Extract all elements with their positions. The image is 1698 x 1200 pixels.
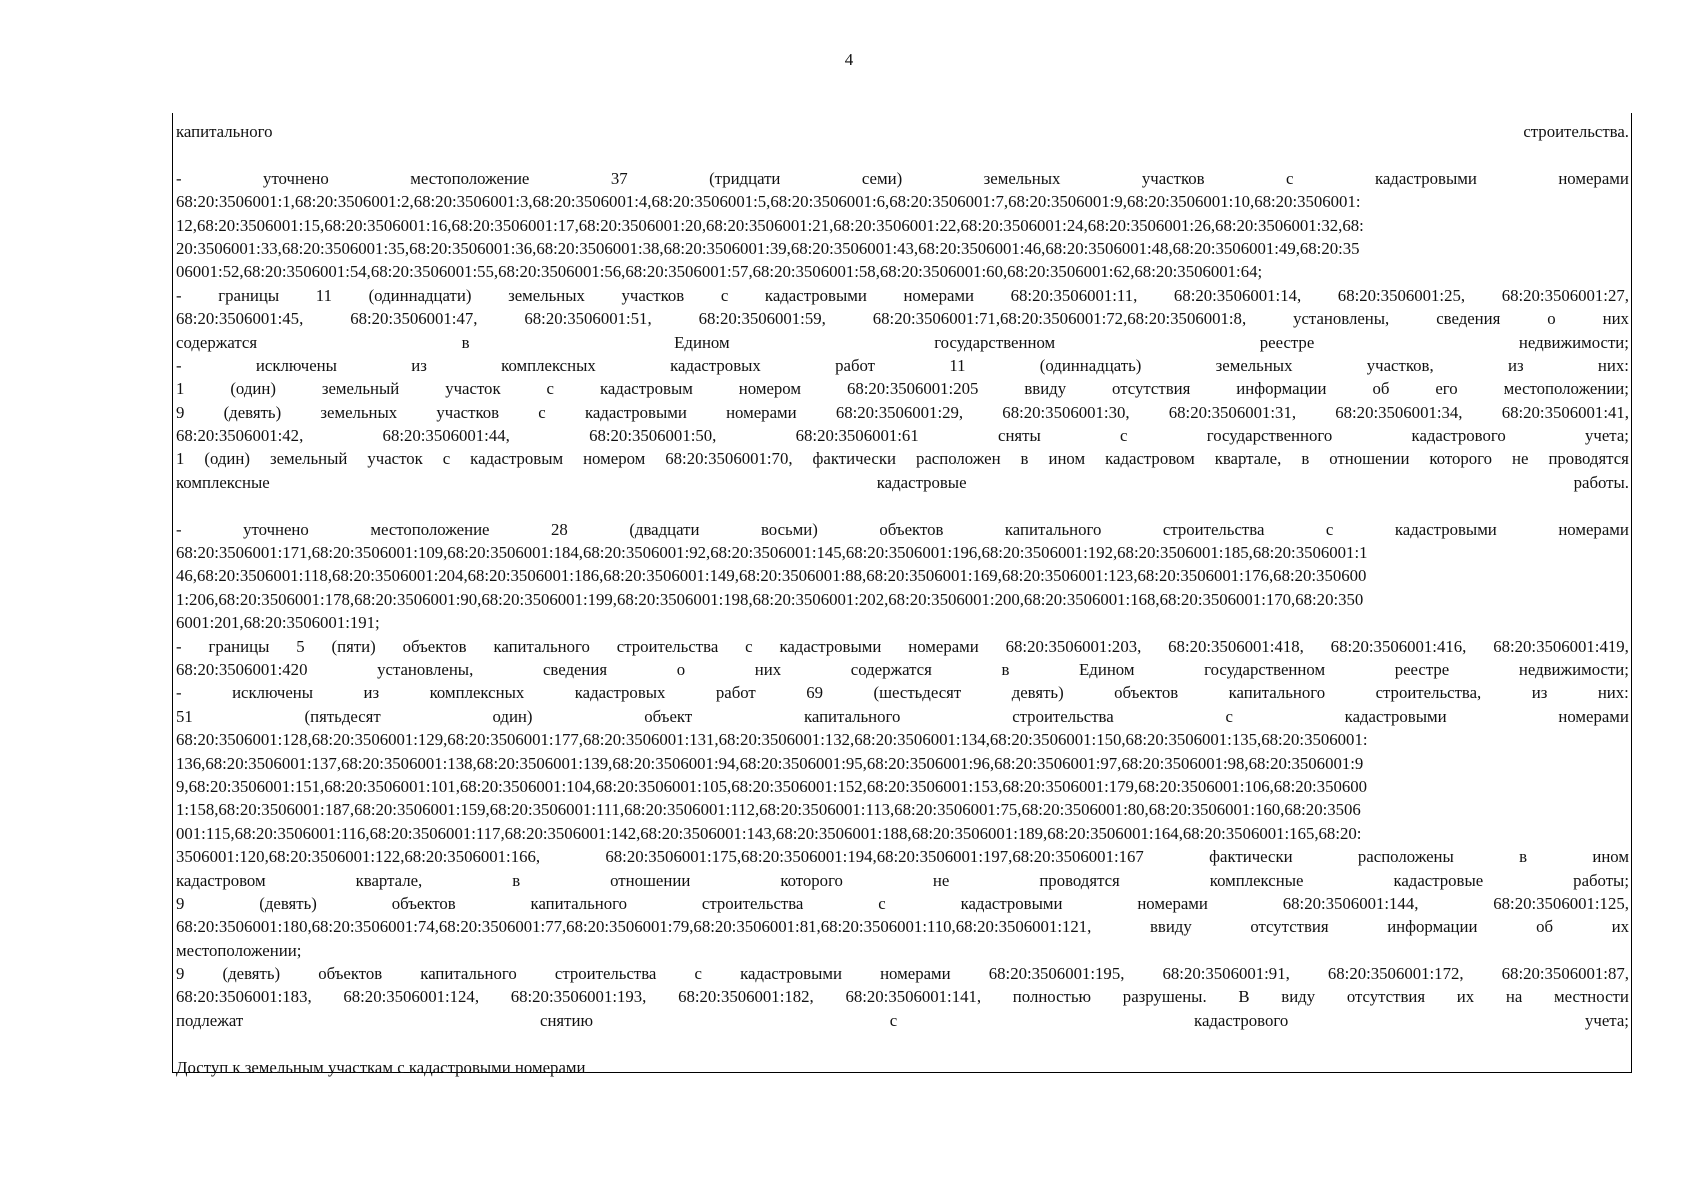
word: номерами [1558, 706, 1629, 726]
word: ввиду [1149, 917, 1192, 937]
text-line: 68:20:3506001:1,68:20:3506001:2,68:20:3506001:3,68:20:3506001:4,68:20:3506001:5,68:20:3506001:6,68:20:3506001:7,68:20:3506001:9,68:20:3506001:10,68:20:3506001: [176, 192, 1361, 212]
word: 68:20:3506001:27, [1501, 285, 1629, 305]
word: 37 [610, 168, 628, 188]
word: их [1611, 917, 1629, 937]
word: капитального [1228, 683, 1326, 703]
word: комплексные [1209, 870, 1304, 890]
word: 68:20:3506001:70, [665, 449, 793, 469]
word: о [1547, 309, 1556, 329]
word: 68:20:3506001:34, [1335, 402, 1463, 422]
word: кадастрового [1194, 1010, 1289, 1030]
word: (одиннадцать) [1039, 355, 1142, 375]
word: 51 [176, 706, 193, 726]
word: номером [583, 449, 646, 469]
word: с [1120, 426, 1128, 446]
text-line: местоположении; [176, 940, 302, 960]
word: земельных [320, 402, 398, 422]
text-line: 12,68:20:3506001:15,68:20:3506001:16,68:20:3506001:17,68:20:3506001:20,68:20:3506001:21,68:20:3506001:22,68:20:3506001:24,68:20:3506001:26,68:20:3506001:32,68: [176, 215, 1364, 235]
text-line: 68:20:3506001:128,68:20:3506001:129,68:20:3506001:177,68:20:3506001:131,68:20:3506001:132,68:20:3506001:134,68:20:3506001:150,68:20:3506001:135,68:20:3506001: [176, 730, 1368, 750]
word: 68:20:3506001:29, [835, 402, 964, 422]
word: девять) [1011, 683, 1064, 703]
text-line [176, 845, 1629, 868]
word: государственном [1204, 659, 1326, 679]
word: государственного [1206, 426, 1333, 446]
word: номерами [1558, 168, 1629, 188]
word: 68:20:3506001:50, [589, 426, 717, 446]
text-line: 001:115,68:20:3506001:116,68:20:3506001:117,68:20:3506001:142,68:20:3506001:143,68:20:3506001:188,68:20:3506001:189,68:20:3506001:164,68:20:3506001:165,68:20: [176, 823, 1362, 843]
word: с [694, 964, 702, 984]
word: из [411, 355, 427, 375]
word: информации [1387, 917, 1478, 937]
word: кадастровом [1105, 449, 1195, 469]
word: 68:20:3506001:416, [1330, 636, 1467, 656]
word: номерами [1137, 893, 1208, 913]
word: кадастровым [470, 449, 564, 469]
word: из [1531, 683, 1548, 703]
word: участков, [1366, 355, 1434, 375]
word: отсутствия [1346, 987, 1426, 1007]
word: уточнено [263, 168, 329, 188]
word: проводятся [1039, 870, 1120, 890]
text-line [176, 681, 1629, 704]
text-line: 136,68:20:3506001:137,68:20:3506001:138,68:20:3506001:139,68:20:3506001:94,68:20:3506001:95,68:20:3506001:96,68:20:3506001:97,68:20:3506001:98,68:20:3506001:9 [176, 753, 1364, 773]
word: ввиду [1024, 379, 1067, 399]
word: 68:20:3506001:47, [350, 309, 478, 329]
word: кадастровыми [779, 636, 882, 656]
paragraph-gap [176, 494, 1629, 517]
text-line [176, 424, 1629, 447]
word: исключены [232, 683, 314, 703]
word: сведения [542, 659, 608, 679]
word: номерами [903, 285, 975, 305]
word: (шестьдесят [873, 683, 962, 703]
word: в [461, 332, 470, 352]
word: строительства [1162, 519, 1265, 539]
word: строительства [554, 964, 657, 984]
word: один) [492, 706, 533, 726]
text-line [176, 985, 1629, 1008]
word: (девять) [223, 402, 282, 422]
word: объектов [1114, 683, 1179, 703]
word: кадастровые [1393, 870, 1484, 890]
word: их [1456, 987, 1475, 1007]
word: 68:20:3506001:193, [510, 987, 647, 1007]
word: объектов [318, 964, 383, 984]
text-line: 46,68:20:3506001:118,68:20:3506001:204,68:20:3506001:186,68:20:3506001:149,68:20:3506001:88,68:20:3506001:169,68:20:3506001:123,68:20:3506001:176,68:20:350600 [176, 566, 1367, 586]
word: 68:20:3506001:418, [1168, 636, 1304, 656]
word: 11 [949, 355, 966, 375]
word: с [878, 893, 886, 913]
word: из [363, 683, 380, 703]
word: из [1507, 355, 1524, 375]
word: номерами [726, 402, 797, 422]
word: содержатся [850, 659, 932, 679]
word: (девять) [259, 893, 317, 913]
text-line [176, 377, 1629, 400]
word: участок [367, 449, 423, 469]
word: 68:20:3506001:44, [382, 426, 510, 446]
word: работы. [1573, 472, 1629, 492]
word: виду [1281, 987, 1316, 1007]
word: кадастрового [1411, 426, 1506, 446]
word: 69 [806, 683, 824, 703]
word: - [176, 636, 182, 656]
word: с [889, 1010, 898, 1030]
word: (двадцати [629, 519, 700, 539]
word: 68:20:3506001:175,68:20:3506001:194,68:20:3506001:197,68:20:3506001:167 [605, 847, 1144, 867]
word: отсутствия [1112, 379, 1191, 399]
word: установлены, [377, 659, 474, 679]
word: 68:20:3506001:195, [988, 964, 1125, 984]
word: работы; [1573, 870, 1629, 890]
text-line [176, 284, 1629, 307]
word: участок [445, 379, 501, 399]
word: 68:20:3506001:205 [846, 379, 979, 399]
word: отсутствия [1250, 917, 1329, 937]
word: - [176, 519, 182, 539]
word: 68:20:3506001:11, [1010, 285, 1138, 305]
word: учета; [1585, 1010, 1629, 1030]
text-line [176, 635, 1629, 658]
word: фактически [1209, 847, 1293, 867]
word: не [932, 870, 950, 890]
word: с [1325, 519, 1334, 539]
word: проводятся [1548, 449, 1629, 469]
word: (девять) [222, 964, 281, 984]
word: комплексных [501, 355, 596, 375]
word: восьми) [760, 519, 818, 539]
word: капитального [420, 964, 517, 984]
word: участков [436, 402, 500, 422]
word: кадастровыми [740, 964, 842, 984]
word: 68:20:3506001:419, [1493, 636, 1629, 656]
word: - [176, 355, 182, 375]
word: реестре [1394, 659, 1450, 679]
text-line [176, 447, 1629, 470]
word: недвижимости; [1518, 332, 1629, 352]
word: 68:20:3506001:30, [1002, 402, 1130, 422]
word: кадастровых [670, 355, 761, 375]
word: 68:20:3506001:141, [845, 987, 982, 1007]
word: о [676, 659, 686, 679]
word: отношении [1329, 449, 1410, 469]
word: 68:20:3506001:172, [1327, 964, 1464, 984]
word: местоположении; [1503, 379, 1629, 399]
word: (один) [204, 449, 250, 469]
word: объектов [402, 636, 467, 656]
word: недвижимости; [1518, 659, 1629, 679]
word: разрушены. [1122, 987, 1207, 1007]
word: капитального [176, 122, 273, 141]
word: 9 [176, 964, 185, 984]
word: с [745, 636, 753, 656]
word: 3506001:120,68:20:3506001:122,68:20:3506001:166, [176, 847, 541, 867]
word: об [1536, 917, 1553, 937]
page-number: 4 [844, 50, 854, 69]
word: расположен [915, 449, 1001, 469]
word: В [1238, 987, 1250, 1007]
word: кадастровыми [764, 285, 867, 305]
word: номером [738, 379, 801, 399]
text-line [176, 401, 1629, 424]
word: кадастровыми [960, 893, 1063, 913]
word: комплексные [176, 472, 270, 492]
word: местности [1554, 987, 1629, 1007]
word: земельный [269, 449, 348, 469]
word: 68:20:3506001:182, [678, 987, 814, 1007]
text-line [176, 471, 1629, 494]
word: объект [644, 706, 693, 726]
word: расположены [1357, 847, 1454, 867]
word: 68:20:3506001:124, [343, 987, 480, 1007]
word: 68:20:3506001:42, [176, 426, 304, 446]
word: Едином [1079, 659, 1135, 679]
text-line: 1:206,68:20:3506001:178,68:20:3506001:90,68:20:3506001:199,68:20:3506001:198,68:20:3506001:202,68:20:3506001:200,68:20:3506001:168,68:20:3506001:170,68:20:350 [176, 589, 1364, 609]
word: объектов [391, 893, 456, 913]
text-line: 1:158,68:20:3506001:187,68:20:3506001:159,68:20:3506001:111,68:20:3506001:112,68:20:3506001:113,68:20:3506001:75,68:20:3506001:80,68:20:3506001:160,68:20:3506 [176, 800, 1361, 820]
word: 68:20:3506001:180,68:20:3506001:74,68:20:3506001:77,68:20:3506001:79,68:20:3506001:81,68:20:3506001:110,68:20:3506001:121, [176, 917, 1092, 937]
word: кадастровыми [1344, 706, 1447, 726]
text-line: 06001:52,68:20:3506001:54,68:20:3506001:55,68:20:3506001:56,68:20:3506001:57,68:20:3506001:58,68:20:3506001:60,68:20:3506001:62,68:20:3506001:64; [176, 262, 1263, 282]
word: содержатся [176, 332, 258, 352]
word: земельных [983, 168, 1061, 188]
document-body [172, 113, 1632, 1077]
word: реестре [1259, 332, 1315, 352]
word: с [442, 449, 451, 469]
word: строительства. [1523, 122, 1629, 141]
text-line [176, 167, 1629, 190]
word: 68:20:3506001:91, [1162, 964, 1290, 984]
word: сведения [1436, 309, 1501, 329]
word: сняты [998, 426, 1041, 446]
word: 68:20:3506001:144, [1282, 893, 1419, 913]
text-line [176, 518, 1629, 541]
word: (тридцати [709, 168, 781, 188]
word: в [1001, 659, 1010, 679]
text-line [176, 869, 1629, 892]
word: капитального [803, 706, 901, 726]
word: 68:20:3506001:41, [1501, 402, 1629, 422]
text-line: 68:20:3506001:171,68:20:3506001:109,68:20:3506001:184,68:20:3506001:92,68:20:3506001:145,68:20:3506001:196,68:20:3506001:192,68:20:3506001:185,68:20:3506001:1 [176, 543, 1368, 563]
word: 1 [176, 379, 185, 399]
word: границы [218, 285, 280, 305]
word: участков [621, 285, 685, 305]
word: 68:20:3506001:25, [1337, 285, 1466, 305]
text-line [176, 331, 1629, 354]
word: участков [1141, 168, 1205, 188]
word: полностью [1012, 987, 1092, 1007]
word: с [538, 402, 546, 422]
word: исключены [255, 355, 337, 375]
word: 9 [176, 893, 185, 913]
word: (пятьдесят [304, 706, 381, 726]
word: учета; [1585, 426, 1629, 446]
word: подлежат [176, 1010, 244, 1030]
word: Едином [674, 332, 730, 352]
word: них: [1597, 355, 1629, 375]
word: - [176, 168, 182, 188]
word: номерами [880, 964, 951, 984]
word: не [1512, 449, 1529, 469]
text-line [176, 915, 1629, 938]
word: строительства [616, 636, 719, 656]
word: (одиннадцати) [368, 285, 472, 305]
paragraph-gap [176, 1032, 1629, 1055]
word: на [1505, 987, 1523, 1007]
word: строительства, [1375, 683, 1482, 703]
word: ином [1048, 449, 1086, 469]
word: 68:20:3506001:125, [1493, 893, 1629, 913]
word: (пяти) [331, 636, 376, 656]
word: с [546, 379, 554, 399]
word: в [1519, 847, 1528, 867]
word: об [1372, 379, 1390, 399]
word: фактически [812, 449, 896, 469]
word: них [754, 659, 782, 679]
word: них [1602, 309, 1629, 329]
word: 11 [315, 285, 332, 305]
word: земельный [321, 379, 400, 399]
word: кадастровыми [584, 402, 687, 422]
word: его [1435, 379, 1458, 399]
word: номерами [1558, 519, 1629, 539]
word: работ [835, 355, 875, 375]
word: (один) [230, 379, 276, 399]
word: капитального [530, 893, 628, 913]
word: кадастровыми [1374, 168, 1477, 188]
word: капитального [493, 636, 590, 656]
word: комплексных [429, 683, 525, 703]
word: 9 [176, 402, 185, 422]
word: кадастровых [574, 683, 666, 703]
word: объектов [879, 519, 944, 539]
word: в [1020, 449, 1029, 469]
word: них: [1597, 683, 1629, 703]
word: кадастровым [599, 379, 693, 399]
word: земельных [508, 285, 585, 305]
word: 68:20:3506001:420 [176, 659, 308, 679]
text-line: 20:3506001:33,68:20:3506001:35,68:20:3506001:36,68:20:3506001:38,68:20:3506001:39,68:20:3506001:43,68:20:3506001:46,68:20:3506001:48,68:20:3506001:49,68:20:35 [176, 238, 1360, 258]
word: кадастровом [176, 870, 266, 890]
word: 68:20:3506001:61 [795, 426, 919, 446]
word: отношении [610, 870, 691, 890]
word: 5 [296, 636, 305, 656]
word: строительства [1012, 706, 1114, 726]
word: номерами [908, 636, 979, 656]
word: с [1286, 168, 1294, 188]
text-line: Доступ к земельным участкам с кадастровыми номерами [176, 1057, 586, 1077]
word: - [176, 285, 182, 305]
word: строительства [701, 893, 804, 913]
text-line: 6001:201,68:20:3506001:191; [176, 613, 380, 633]
word: 68:20:3506001:183, [176, 987, 312, 1007]
word: в [1301, 449, 1310, 469]
word: 68:20:3506001:51, [524, 309, 652, 329]
paragraph-gap [176, 143, 1629, 166]
word: местоположение [410, 168, 530, 188]
word: - [176, 683, 182, 703]
word: 68:20:3506001:31, [1168, 402, 1297, 422]
word: границы [208, 636, 270, 656]
text-line [176, 1009, 1629, 1032]
word: в [512, 870, 521, 890]
word: квартале, [1214, 449, 1282, 469]
word: ином [1592, 847, 1629, 867]
word: капитального [1004, 519, 1102, 539]
word: работ [715, 683, 756, 703]
word: кадастровые [876, 472, 967, 492]
text-line [176, 962, 1629, 985]
word: которого [780, 870, 843, 890]
word: которого [1429, 449, 1493, 469]
word: кадастровыми [1394, 519, 1497, 539]
word: 1 [176, 449, 185, 469]
text-line [176, 307, 1629, 330]
word: 68:20:3506001:45, [176, 309, 304, 329]
word: 68:20:3506001:14, [1173, 285, 1302, 305]
text-line [176, 892, 1629, 915]
text-line [176, 705, 1629, 728]
word: государственном [934, 332, 1056, 352]
text-line [176, 120, 1629, 143]
text-line [176, 354, 1629, 377]
word: уточнено [243, 519, 309, 539]
text-line [176, 658, 1629, 681]
word: с [1225, 706, 1233, 726]
word: установлены, [1293, 309, 1390, 329]
word: информации [1236, 379, 1327, 399]
word: квартале, [355, 870, 423, 890]
word: местоположение [370, 519, 490, 539]
word: 68:20:3506001:203, [1005, 636, 1142, 656]
word: 28 [551, 519, 568, 539]
word: земельных [1215, 355, 1293, 375]
word: 68:20:3506001:71,68:20:3506001:72,68:20:3506001:8, [872, 309, 1247, 329]
word: семи) [861, 168, 903, 188]
word: снятию [540, 1010, 593, 1030]
word: с [720, 285, 729, 305]
word: 68:20:3506001:59, [698, 309, 826, 329]
word: 68:20:3506001:87, [1501, 964, 1629, 984]
text-line: 9,68:20:3506001:151,68:20:3506001:101,68:20:3506001:104,68:20:3506001:105,68:20:3506001:152,68:20:3506001:153,68:20:3506001:179,68:20:3506001:106,68:20:350600 [176, 776, 1368, 796]
